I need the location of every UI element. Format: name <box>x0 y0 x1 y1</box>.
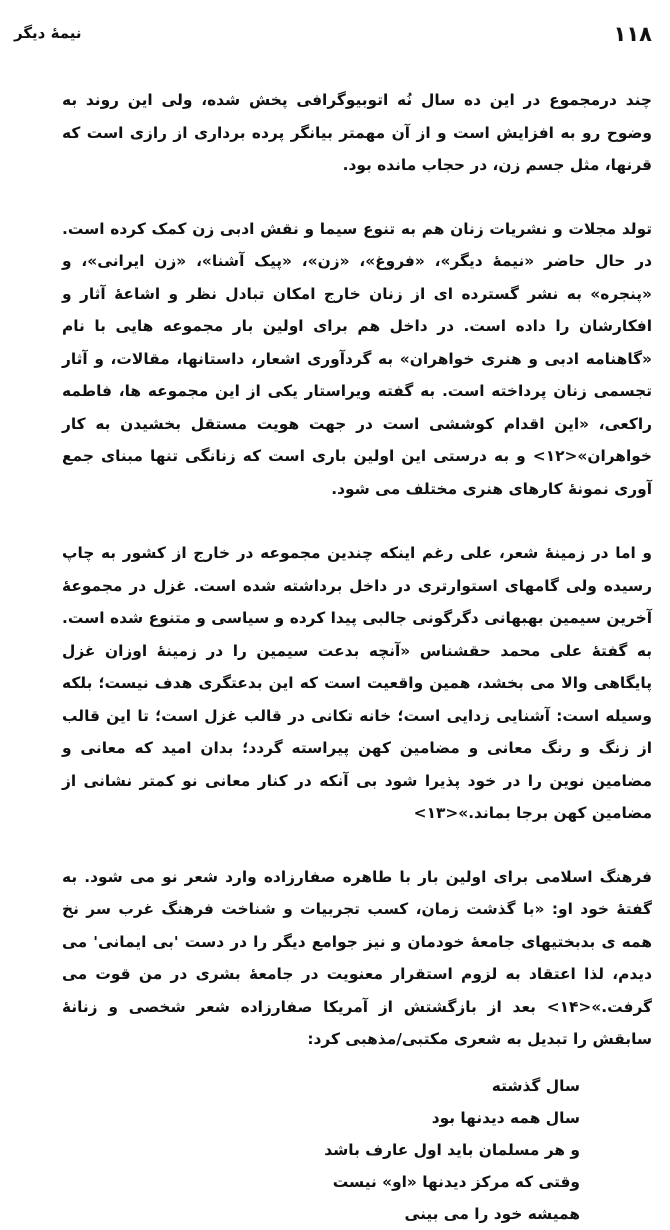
paragraph: تولد مجلات و نشریات زنان هم به تنوع سیما و نقش ادبی زن کمک کرده است. در حال حاضر «نیمهٔ دیگر»، «فروغ»، «زن»، «پیک آشنا»، «زن ایرانی»، و «پنجره» به نشر گسترده ای از زنان خارج امکان تبادل نظر و اشاعهٔ آثار و افکارشان را داده است. در داخل هم برای اولین بار مجموعه هایی با نام «گاهنامه ادبی و هنری خواهران» به گردآوری اشعار، داستانها، مقالات، و آثار تجسمی زنان پرداخته است. به گفته ویراستار یکی از این مجموعه ها، فاطمه راکعی، «این اقدام کوششی است در جهت هویت مستقل بخشیدن به کار خواهران»<۱۲> و به درستی این اولین باری است که زنانگی تنها مبنای جمع آوری نمونهٔ کارهای هنری مختلف می شود. <box>62 219 652 498</box>
paragraph: فرهنگ اسلامی برای اولین بار با طاهره صفارزاده وارد شعر نو می شود. به گفتهٔ خود او: «با گذشت زمان، کسب تجربیات و شناخت فرهنگ غرب سر نخ همه ی بدبختیهای جامعهٔ خودمان و نیز جوامع دیگر را در دست 'بی ایمانی' می دیدم، لذا اعتقاد به لزوم استقرار معنویت در جامعهٔ بشری در من قوت می گرفت.»<۱۴> بعد از بازگشتش از آمریکا صفارزاده شعر شخصی و زنانهٔ سابقش را تبدیل به شعری مکتبی/مذهبی کرد: <box>62 867 652 1048</box>
page-number: ۱۱۸ <box>613 22 652 46</box>
poem-line: همیشه خود را می بینی <box>404 1204 580 1223</box>
poem-line: سال همه دیدنها بود <box>431 1108 580 1127</box>
paragraph: و اما در زمینهٔ شعر، علی رغم اینکه چندین مجموعه در خارج از کشور به چاپ رسیده ولی گامهای استوارتری در داخل برداشته شده است. غزل در مجموعهٔ آخرین سیمین بهبهانی دگرگونی جالبی پیدا کرده و سیاسی و متنوع شده است. به گفتهٔ علی محمد حقشناس «آنچه بدعت سیمین را در زمینهٔ اوزان غزل پایگاهی والا می بخشد، همین واقعیت است که این بدعتگری هدف نیست؛ بلکه وسیله است: آشنایی زدایی است؛ خانه تکانی در قالب غزل است؛ تا این قالب از زنگ و رنگ معانی و مضامین کهن پیراسته گردد؛ بدان امید که معانی و مضامین نوین را در خود پذیرا شود بی آنکه در کنار معانی نو کمتر نشانی از مضامین کهن برجا بماند.»<۱۳> <box>62 544 652 822</box>
page-header <box>14 20 652 54</box>
journal-title: نیمهٔ دیگر <box>14 24 82 42</box>
paragraph: چند درمجموع در این ده سال نُه اتوبیوگرافی پخش شده، ولی این روند به وضوح رو به افزایش است و از آن مهمتر بیانگر پرده برداری از رازی است که قرنها، مثل جسم زن، در حجاب مانده بود. <box>62 91 652 174</box>
poem-line: و هر مسلمان باید اول عارف باشد <box>324 1140 580 1159</box>
article-body <box>62 84 652 1230</box>
poem-line: سال گذشته <box>491 1076 580 1095</box>
poem-line: وقتی که مرکز دیدنها «او» نیست <box>332 1172 580 1191</box>
poem <box>62 1070 580 1230</box>
